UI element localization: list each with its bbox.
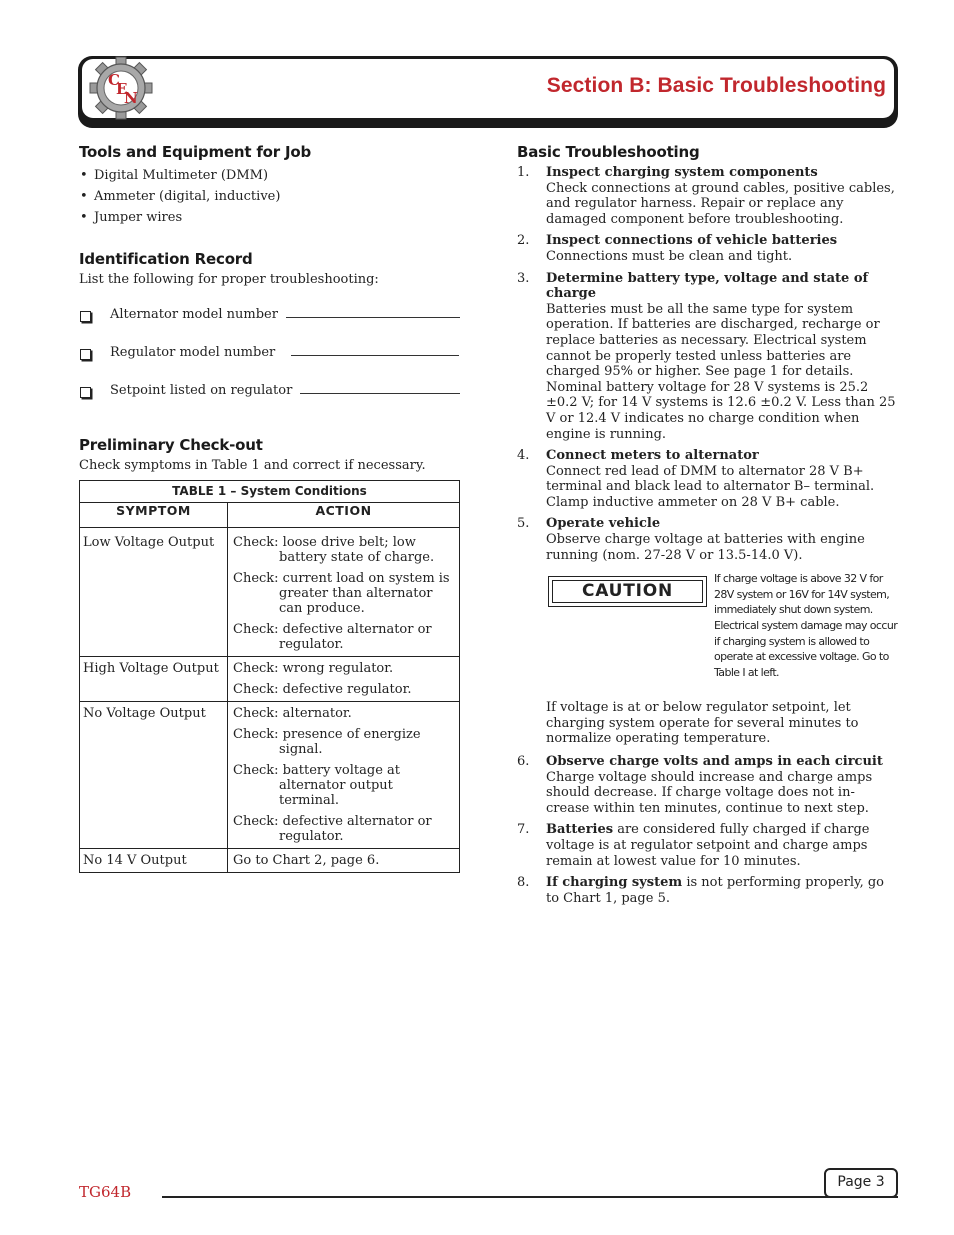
preliminary-heading: Preliminary Check-out xyxy=(79,435,263,454)
step5-followup: If voltage is at or below regulator setpoint, let charging system operate for several minutes to normalize operating temperature. xyxy=(546,700,859,747)
action-item: Go to Chart 2, page 6. xyxy=(233,853,380,869)
action-item: Check: battery voltage at alternator output terminal. xyxy=(233,763,401,809)
fill-line[interactable] xyxy=(286,306,460,318)
list-item: • Digital Multimeter (DMM) xyxy=(79,165,461,186)
list-item xyxy=(517,754,897,816)
step-number: 5. xyxy=(517,516,530,532)
action-cell xyxy=(228,702,460,849)
action-item: Check: defective regulator. xyxy=(233,682,412,698)
step-text: Observe charge voltage at batteries with engine running (nom. 27-28 V or 13.5-14.0 V). xyxy=(546,532,865,563)
caution-box xyxy=(548,576,707,607)
step-title: Inspect charging system components xyxy=(546,165,818,180)
symptom-cell: Low Voltage Output xyxy=(80,528,228,657)
system-conditions-table xyxy=(79,480,460,873)
step-number: 1. xyxy=(517,165,530,180)
checkbox-icon[interactable] xyxy=(80,311,91,322)
step-title: Determine battery type, voltage and state of charge xyxy=(546,270,869,302)
logo-letter-e: E xyxy=(116,80,128,98)
step-title: If charging system xyxy=(546,875,683,891)
fill-line[interactable] xyxy=(300,382,460,394)
field-label: Setpoint listed on regulator xyxy=(110,382,293,398)
troubleshooting-steps-continued xyxy=(517,754,897,906)
step-text: Check connections at ground cables, positive cables, and regulator harness. Repair or replace any damaged component before troubleshooting. xyxy=(546,180,895,227)
identification-heading: Identification Record xyxy=(79,250,253,268)
alternator-model-field[interactable] xyxy=(79,304,461,342)
step-number: 6. xyxy=(517,754,530,770)
action-item: Check: wrong regulator. xyxy=(233,661,394,677)
caution-text: If charge voltage is above 32 V for 28V system or 16V for 14V system, immediately shut down system. Electrical system damage may occur if charging system is allowed to operate at excessive voltage. Go to Table I at left. xyxy=(714,572,898,679)
table-row xyxy=(80,702,460,849)
list-item: • Ammeter (digital, inductive) xyxy=(79,186,461,207)
action-item: Check: alternator. xyxy=(233,706,352,722)
list-item xyxy=(517,233,897,264)
section-title: Section B: Basic Troubleshooting xyxy=(546,74,886,97)
step-title: Operate vehicle xyxy=(546,516,661,532)
table-row xyxy=(80,528,460,657)
caution-block xyxy=(546,571,897,694)
list-item xyxy=(517,448,897,510)
checkbox-icon[interactable] xyxy=(80,349,91,360)
symptom-cell: No 14 V Output xyxy=(80,849,228,873)
preliminary-intro: Check symptoms in Table 1 and correct if necessary. xyxy=(79,457,426,473)
action-cell xyxy=(228,657,460,702)
tools-heading: Tools and Equipment for Job xyxy=(79,143,311,161)
list-item xyxy=(517,165,897,227)
action-item: Check: defective alternator or regulator. xyxy=(233,814,432,845)
column-header-symptom: SYMPTOM xyxy=(80,503,228,528)
footer-divider xyxy=(162,1196,898,1198)
step-title: Observe charge volts and amps in each circuit xyxy=(546,754,883,770)
step-number: 3. xyxy=(517,270,530,286)
logo-letter-n: N xyxy=(124,89,138,107)
table-title: TABLE 1 – System Conditions xyxy=(80,481,460,503)
page-number: Page 3 xyxy=(824,1168,898,1198)
step-title: Batteries xyxy=(546,822,614,838)
step-number: 8. xyxy=(517,875,530,891)
tools-list xyxy=(79,165,461,228)
step-text: are considered fully charged if charge voltage is at regulator setpoint and charge amps remain at lowest value for 10 minutes. xyxy=(546,822,870,869)
caution-label: CAUTION xyxy=(552,580,703,603)
symptom-cell: No Voltage Output xyxy=(80,702,228,849)
troubleshooting-steps xyxy=(517,165,897,563)
list-item xyxy=(517,875,897,906)
left-column xyxy=(79,143,461,873)
document-id: TG64B xyxy=(79,1183,132,1201)
step-number: 7. xyxy=(517,822,530,838)
field-label: Regulator model number xyxy=(110,344,276,360)
list-item xyxy=(517,822,897,869)
action-item: Check: presence of energize signal. xyxy=(233,727,421,758)
table-row xyxy=(80,849,460,873)
fill-line[interactable] xyxy=(291,344,459,356)
action-cell xyxy=(228,849,460,873)
setpoint-field[interactable] xyxy=(79,380,461,418)
step-text: is not performing properly, go to Chart 1, page 5. xyxy=(546,875,885,906)
step-number: 2. xyxy=(517,233,530,249)
basic-troubleshooting-heading: Basic Troubleshooting xyxy=(517,143,700,161)
symptom-cell: High Voltage Output xyxy=(80,657,228,702)
table-row xyxy=(80,657,460,702)
step-number: 4. xyxy=(517,448,530,464)
right-column xyxy=(517,143,897,912)
step-text: Charge voltage should increase and charge amps should decrease. If charge voltage does not in- crease within ten minutes, continue to next step. xyxy=(546,769,873,816)
logo-letter-c: C xyxy=(108,71,120,89)
step-text: Connect red lead of DMM to alternator 28 V B+ terminal and black lead to alternator B– terminal. Clamp inductive ammeter on 28 V B+ cable. xyxy=(546,463,875,510)
list-item xyxy=(517,516,897,563)
column-header-action: ACTION xyxy=(228,503,460,528)
step-title: Connect meters to alternator xyxy=(546,448,759,464)
regulator-model-field[interactable] xyxy=(79,342,461,380)
list-item: • Jumper wires xyxy=(79,207,461,228)
action-cell xyxy=(228,528,460,657)
step-text: Batteries must be all the same type for system operation. If batteries are discharged, recharge or replace batteries as necessary. Electrical system cannot be properly tested unless batteries are charged 95% or higher. See page 1 for details. Nominal battery voltage for 28 V systems is 25.2 ±0.2 V; for 14 V systems is 12.6 ±0.2 V. Less than 25 V or 12.4 V indicates no charge condition when engine is running. xyxy=(546,301,896,442)
cen-gear-logo-icon xyxy=(84,56,158,120)
action-item: Check: loose drive belt; low battery state of charge. xyxy=(233,535,435,566)
step-text: Connections must be clean and tight. xyxy=(546,248,793,264)
list-item xyxy=(517,271,897,443)
step-title: Inspect connections of vehicle batteries xyxy=(546,233,838,249)
checkbox-icon[interactable] xyxy=(80,387,91,398)
field-label: Alternator model number xyxy=(110,306,278,322)
action-item: Check: defective alternator or regulator. xyxy=(233,622,432,653)
identification-intro: List the following for proper troubleshooting: xyxy=(79,272,379,287)
action-item: Check: current load on system is greater than alternator can produce. xyxy=(233,571,450,617)
